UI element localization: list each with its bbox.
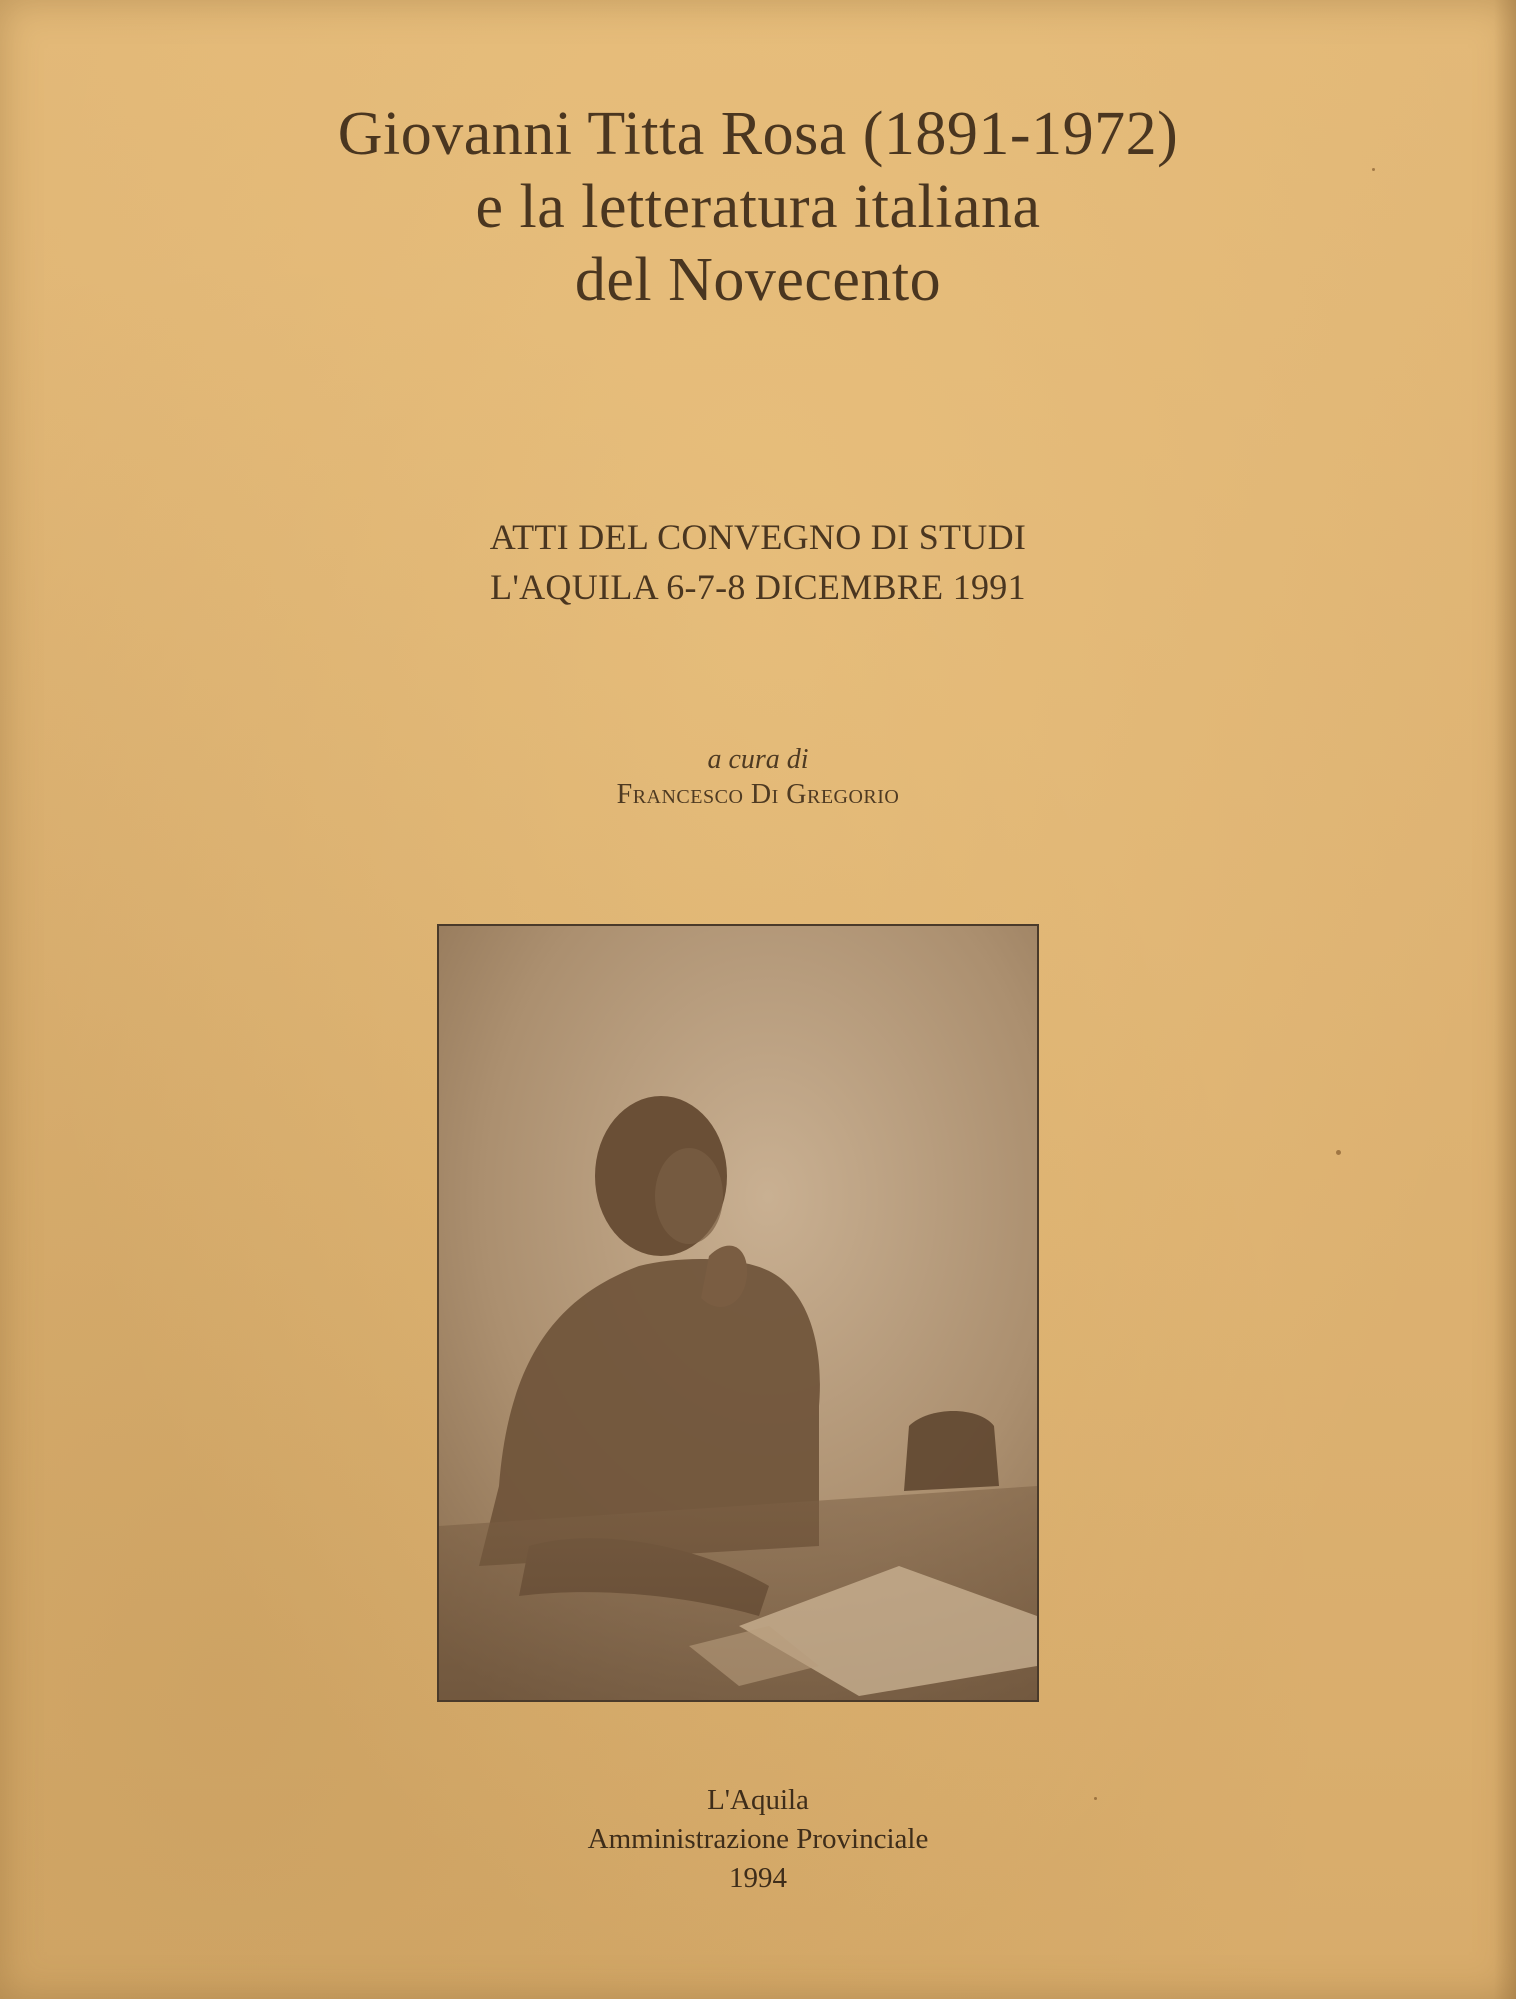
portrait-illustration xyxy=(439,926,1037,1700)
paper-stain xyxy=(1372,168,1375,171)
title-line: del Novecento xyxy=(574,246,942,314)
publication-year: 1994 xyxy=(729,1862,787,1894)
proceedings-line: L'AQUILA 6-7-8 DICEMBRE 1991 xyxy=(490,567,1026,607)
proceedings-subtitle xyxy=(0,512,1516,612)
title-line: Giovanni Titta Rosa (1891-1972) xyxy=(337,100,1179,168)
curator-label: a cura di xyxy=(707,744,809,775)
publisher-city: L'Aquila xyxy=(707,1784,809,1816)
book-title xyxy=(0,98,1516,317)
curator-name: Francesco Di Gregorio xyxy=(616,779,900,810)
publisher-name: Amministrazione Provinciale xyxy=(587,1823,929,1855)
publisher-block xyxy=(0,1781,1516,1898)
paper-stain xyxy=(1336,1150,1341,1155)
paper-stain xyxy=(1094,1797,1097,1800)
title-line: e la letteratura italiana xyxy=(475,173,1041,241)
proceedings-line: ATTI DEL CONVEGNO DI STUDI xyxy=(489,517,1027,557)
author-portrait-photo xyxy=(437,924,1039,1702)
